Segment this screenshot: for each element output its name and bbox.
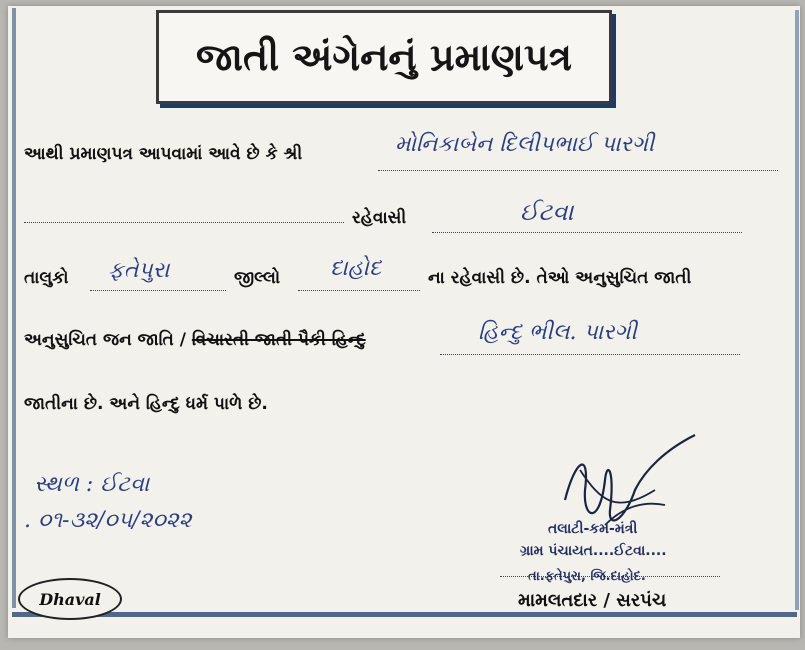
resident-statement: ના રહેવાસી છે. તેઓ અનુસુચિત જાતી xyxy=(428,268,692,288)
district-label: જીલ્લો xyxy=(234,268,281,288)
district-fill-line xyxy=(298,290,420,291)
handwritten-caste: હિન્દુ ભીલ. પારગી xyxy=(478,320,637,345)
name-fill-line xyxy=(378,170,778,171)
stamp-line-2: ગ્રામ પંચાયત....ઈટવા.... xyxy=(520,543,667,559)
title-box xyxy=(156,10,612,104)
dhaval-logo xyxy=(18,578,122,620)
handwritten-place: સ્થળ : ઈટવા xyxy=(34,472,150,497)
handwritten-date: . ૦૧-૩૨/૦૫/૨૦૨૨ xyxy=(24,508,192,533)
page-border-right xyxy=(795,10,799,610)
resident-label: રહેવાસી xyxy=(352,208,407,228)
handwritten-name: મોનિકાબેન દિલીપભાઈ પારગી xyxy=(395,132,655,157)
scheduled-tribe-text: અનુસુચિત જન જાતિ / xyxy=(24,330,192,350)
stamp-line-1: તલાટી-કમ-મંત્રી xyxy=(548,521,638,537)
certificate-title: જાતી અંગેનનું પ્રમાણપત્ર xyxy=(196,34,572,79)
taluka-fill-line xyxy=(90,290,226,291)
stamp-line-3: તા.ફતેપુરા, જિ.દાહોદ. xyxy=(528,569,646,584)
taluka-label: તાલુકો xyxy=(24,268,69,288)
page-border-left xyxy=(12,8,16,608)
caste-fill-line xyxy=(440,354,740,355)
village-fill-line xyxy=(432,232,742,233)
handwritten-taluka: ફતેપુરા xyxy=(108,258,170,283)
handwritten-district: દાહોદ xyxy=(330,256,382,281)
struck-category-text: વિચારતી જાતી પૈકી હિન્દુ xyxy=(191,330,366,350)
religion-statement: જાતીના છે. અને હિન્દુ ધર્મ પાળે છે. xyxy=(24,394,268,414)
page-border-bottom xyxy=(12,612,797,617)
logo-text: Dhaval xyxy=(39,589,101,609)
address-fill-line xyxy=(24,222,344,223)
intro-text: આથી પ્રમાણપત્ર આપવામાં આવે છે કે શ્રી xyxy=(24,144,303,164)
handwritten-village: ઈટવા xyxy=(520,198,574,226)
signatory-designation: મામલતદાર / સરપંચ xyxy=(518,590,667,611)
caste-category-text xyxy=(24,330,366,350)
